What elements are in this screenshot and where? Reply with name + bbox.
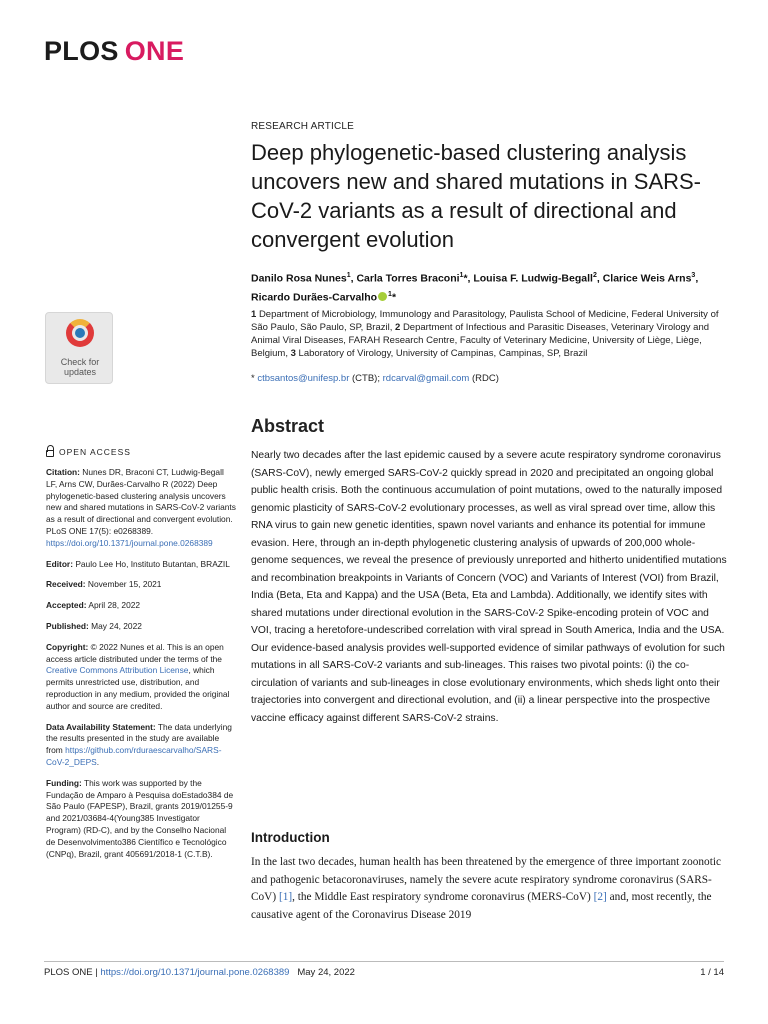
intro-text-2: , the Middle East respiratory syndrome coronavirus (MERS-CoV) bbox=[292, 891, 594, 903]
author-name[interactable]: Danilo Rosa Nunes bbox=[251, 272, 347, 285]
funding-text: This work was supported by the Fundação de Amparo à Pesquisa doEstado384 de São Paulo (FAPESP), Brazil, grants 2019/01255-9 and 2021/03684-4(Young385 Investigator Program) (RD-C), and by the Conselho Nacional de Desenvolvimento386 Científico e Tecnológico (CNPq), Brazil, grant 405691/2018-1 (C.T.B). bbox=[46, 777, 234, 859]
open-access-text: OPEN ACCESS bbox=[59, 447, 131, 457]
author-list bbox=[251, 268, 721, 305]
data-availability-block bbox=[46, 722, 236, 769]
citation-label: Citation: bbox=[46, 467, 80, 477]
author-separator: , bbox=[596, 272, 603, 285]
article-metadata-sidebar bbox=[46, 467, 236, 869]
author-separator: *, bbox=[463, 272, 474, 285]
journal-name-plos: PLOS bbox=[44, 36, 119, 66]
crossmark-icon bbox=[66, 319, 94, 347]
editor-label: Editor: bbox=[46, 558, 73, 569]
affiliation-number: 1 bbox=[251, 309, 257, 320]
accepted-block bbox=[46, 600, 236, 612]
copyright-block bbox=[46, 642, 236, 713]
article-title: Deep phylogenetic-based clustering analysis uncovers new and shared mutations in SARS-CoV-2 variants as a result of directional and convergent evolution bbox=[251, 140, 702, 252]
github-link[interactable]: https://github.com/rduraescarvalho/SARS-CoV-2_DEPS bbox=[46, 745, 222, 767]
badge-line1: Check for bbox=[60, 357, 100, 367]
data-availability-text: The data underlying the results presented in the study are available from bbox=[46, 721, 232, 756]
check-for-updates-badge[interactable] bbox=[45, 312, 113, 384]
orcid-icon[interactable] bbox=[378, 292, 387, 301]
data-availability-label: Data Availability Statement: bbox=[46, 721, 156, 732]
author-separator: , bbox=[350, 272, 357, 285]
data-availability-end: . bbox=[96, 756, 100, 767]
copyright-text: © 2022 Nunes et al. This is an open access article distributed under the terms of the bbox=[46, 641, 224, 664]
reference-link[interactable]: [2] bbox=[593, 891, 607, 903]
page-number: 1 / 14 bbox=[700, 967, 724, 978]
footer-doi-link[interactable]: https://doi.org/10.1371/journal.pone.0268389 bbox=[100, 967, 290, 978]
intro-text-3: and, most recently, the causative agent of the Coronavirus Disease 2019 bbox=[251, 891, 712, 921]
abstract-heading: Abstract bbox=[251, 416, 325, 436]
published-block bbox=[46, 621, 236, 633]
open-access-label bbox=[46, 447, 131, 457]
email-link[interactable]: rdcarval@gmail.com bbox=[382, 373, 470, 384]
author-affiliation-sup: 1 bbox=[346, 272, 351, 279]
copyright-text-end: , which permits unrestricted use, distribution, and reproduction in any medium, provided the original author and source are credited. bbox=[46, 665, 230, 711]
affiliations bbox=[251, 308, 727, 360]
funding-block bbox=[46, 778, 236, 861]
footer-date: May 24, 2022 bbox=[297, 967, 355, 978]
contact-note: (CTB); bbox=[349, 373, 383, 384]
citation-text: Nunes DR, Braconi CT, Ludwig-Begall LF, Arns CW, Durães-Carvalho R (2022) Deep phylogenetic-based clustering analysis uncovers new and shared mutations in SARS-CoV-2 variants as a result of directional and convergent evolution. PLoS ONE 17(5): e0268389. bbox=[46, 467, 236, 536]
published-label: Published: bbox=[46, 620, 89, 631]
introduction-text bbox=[251, 854, 729, 924]
affiliation-number: 3 bbox=[290, 348, 296, 359]
received-date: November 15, 2021 bbox=[87, 579, 162, 590]
author-separator: * bbox=[391, 291, 397, 303]
article-type: RESEARCH ARTICLE bbox=[251, 121, 355, 132]
editor-text: Paulo Lee Ho, Instituto Butantan, BRAZIL bbox=[75, 558, 230, 569]
corresponding-contact bbox=[251, 373, 499, 384]
accepted-date: April 28, 2022 bbox=[88, 600, 141, 611]
affiliation-text: Department of Infectious and Parasitic Diseases, Veterinary Virology and Animal Viral Diseases, FARAH Research Centre, Faculty of Veterinary Medicine, University of Liège, Liège, Belgium, bbox=[251, 322, 710, 359]
corresponding-star: * bbox=[251, 373, 258, 384]
footer-journal: PLOS ONE | bbox=[44, 967, 101, 978]
author-affiliation-sup: 1 bbox=[459, 272, 464, 279]
journal-logo bbox=[44, 36, 184, 67]
author-name[interactable]: Louisa F. Ludwig-Begall bbox=[473, 272, 593, 285]
funding-label: Funding: bbox=[46, 777, 82, 788]
open-lock-icon bbox=[46, 450, 54, 457]
affiliation-text: Department of Microbiology, Immunology and Parasitology, Paulista School of Medicine, Federal University of São Paulo, São Paulo, SP, Brazil, bbox=[251, 309, 719, 333]
reference-link[interactable]: [1] bbox=[278, 891, 293, 903]
email-link[interactable]: ctbsantos@unifesp.br bbox=[257, 373, 350, 384]
introduction-heading: Introduction bbox=[251, 830, 330, 845]
page-footer bbox=[44, 967, 355, 978]
copyright-label: Copyright: bbox=[46, 641, 89, 652]
author-name[interactable]: Carla Torres Braconi bbox=[356, 272, 460, 285]
journal-name-one: ONE bbox=[124, 36, 185, 66]
author-affiliation-sup: 3 bbox=[691, 272, 696, 279]
citation-block bbox=[46, 467, 236, 550]
author-affiliation-sup: 1 bbox=[388, 290, 392, 298]
accepted-label: Accepted: bbox=[46, 600, 87, 611]
badge-label bbox=[46, 357, 114, 377]
footer-divider bbox=[44, 961, 724, 962]
editor-block bbox=[46, 559, 236, 571]
intro-text-1: In the last two decades, human health has been threatened by the emergence of three important zoonotic and pathogenic betacoronaviruses, namely the severe acute respiratory syndrome coronavirus (SARS-CoV) bbox=[251, 856, 722, 903]
author-name[interactable]: Clarice Weis Arns bbox=[602, 272, 692, 285]
badge-line2: updates bbox=[63, 367, 97, 377]
received-label: Received: bbox=[46, 579, 86, 590]
author-name[interactable]: Ricardo Durães-Carvalho bbox=[251, 291, 378, 303]
affiliation-text: Laboratory of Virology, University of Campinas, Campinas, SP, Brazil bbox=[298, 348, 588, 359]
author-separator: , bbox=[695, 272, 699, 285]
published-date: May 24, 2022 bbox=[91, 620, 142, 631]
abstract-text: Nearly two decades after the last epidemic caused by a severe acute respiratory syndrome coronavirus (SARS-CoV), newly emerged SARS-CoV-2 quickly spread in 2020 and precipitated an ongoing global public health crisis. Both the continuous accumulation of point mutations, owed to the naturally imposed genomic plasticity of SARS-CoV-2 evolutionary processes, as well as viral spread over time, allow this RNA virus to gain new genetic identities, spawn novel variants and enhance its potential for immune evasion. Here, through an in-depth phylogenetic clustering analysis of upwards of 200,000 whole-genome sequences, we reveal the presence of previously unreported and hitherto unidentified mutations and recombination breakpoints in Variants of Concern (VOC) and Variants of Interest (VOI) from Brazil, India (Beta, Eta and Kappa) and the USA (Beta, Eta and Lambda). Additionally, we identify sites with shared mutations under directional evolution in the SARS-CoV-2 Spike-encoding protein of VOC and VOI, tracing a heretofore-undescribed correlation with viral spread in South America, India and the USA. Our evidence-based analysis provides well-supported evidence of similar pathways of evolution for such mutations in all SARS-CoV-2 variants and sub-lineages. This raises two pivotal points: (i) the co-circulation of variants and sub-lineages in close evolutionary environments, which sheds light onto their trajectories into convergent and directional evolution, and (ii) a linear perspective into the prospective vaccine efficacy against different SARS-CoV-2 strains. bbox=[251, 450, 727, 724]
author-affiliation-sup: 2 bbox=[592, 272, 597, 279]
doi-link[interactable]: https://doi.org/10.1371/journal.pone.0268389 bbox=[46, 537, 213, 548]
received-block bbox=[46, 579, 236, 591]
affiliation-number: 2 bbox=[395, 322, 401, 333]
contact-note: (RDC) bbox=[469, 373, 499, 384]
license-link[interactable]: Creative Commons Attribution License bbox=[46, 665, 189, 676]
